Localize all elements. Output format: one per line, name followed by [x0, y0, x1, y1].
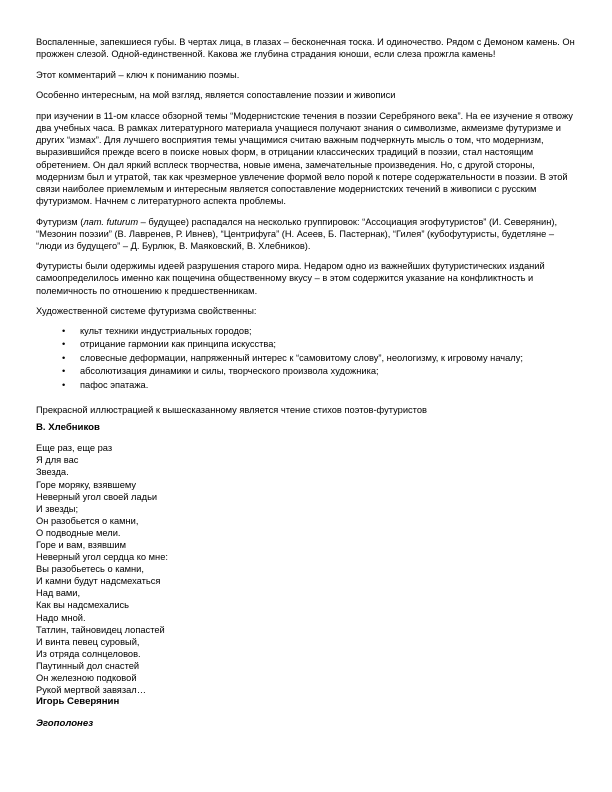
poem-line: Надо мной. — [36, 612, 86, 623]
poem-line: Вы разобьетесь о камни, — [36, 564, 144, 575]
paragraph-commentary-key: Этот комментарий – ключ к пониманию поэмы. — [36, 69, 240, 80]
paragraph-poem-intro: Прекрасной иллюстрацией к вышесказанному является чтение стихов поэтов-футуристов — [36, 405, 427, 416]
poem-line: Рукой мертвой завязал… — [36, 685, 146, 696]
poem-line: Звезда. — [36, 467, 69, 478]
poem-line: Неверный угол сердца ко мне: — [36, 552, 168, 563]
futurism-features-list — [36, 325, 581, 393]
document-page — [36, 36, 581, 730]
paragraph-futurism-groups — [36, 216, 581, 252]
paragraph-comparison-intro: Особенно интересным, на мой взгляд, является сопоставление поэзии и живописи — [36, 90, 396, 101]
poem-line: Неверный угол своей ладьи — [36, 491, 158, 502]
poem-line: Горе моряку, взявшему — [36, 479, 137, 490]
poem-line: Из отряда солнцеловов. — [36, 648, 141, 659]
poem-line: Как вы надсмехались — [36, 600, 130, 611]
list-item: • словесные деформации, напряженный интерес к “самовитому слову”, неологизму, к игровому началу; — [36, 352, 581, 366]
poem-line: Горе и вам, взявшим — [36, 539, 126, 550]
list-item: • отрицание гармонии как принципа искусства; — [36, 338, 581, 352]
paragraph-artistic-system: Художественной системе футуризма свойственны: — [36, 306, 257, 317]
list-item: • культ техники индустриальных городов; — [36, 325, 581, 339]
poem-line: Еще раз, еще раз — [36, 443, 113, 454]
poem-line: Я для вас — [36, 455, 79, 466]
paragraph-futurists-destruction: Футуристы были одержимы идеей разрушения старого мира. Недаром одно из важнейших футуристических изданий самоопределилось именно как пощечина общественному вкусу – в этом содержится указание на конфликтность и полемичность по отношению к предшественникам. — [36, 261, 545, 296]
poem-block — [36, 442, 581, 696]
latin-term: лат. futurum — [83, 216, 139, 227]
poem-line: Он разобьется о камни, — [36, 515, 139, 526]
paragraph-modernism-lesson: при изучении в 11-ом классе обзорной темы “Модернистские течения в поэзии Серебряного века”. На ее изучение я отвожу два учебных часа. В рамках литературного материала учащиеся получают знания о символизме, акмеизме футуризме и других “измах”. Для лучшего восприятия темы учащимися считаю важным подчеркнуть мысль о том, что модернизм, выразившийся прежде всего в поиске новых форм, в отрицании классических традиций в поэзии, стал настоящим обретением. Он дал яркий всплеск творчества, новые имена, замечательные произведения. Но, с другой стороны, модернизм был и утратой, так как чрезмерное увлечение формой вело порой к потере содержательности в поэзии. В этой связи наиболее приемлемым и интересным является сопоставление модернистских течений в живописи с русским футуризмом. Начнем с литературного аспекта проблемы. — [36, 111, 573, 206]
poem-line: Он железною подковой — [36, 673, 137, 684]
poem-line: Татлин, тайновидец лопастей — [36, 624, 165, 635]
list-item: • абсолютизация динамики и силы, творческого произвола художника; — [36, 365, 581, 379]
poem-line: Над вами, — [36, 588, 81, 599]
poem-line: Паутинный дол снастей — [36, 660, 140, 671]
poem-title-egopolonez: Эгополонез — [36, 718, 94, 730]
poem-author-severyanin: Игорь Северянин — [36, 696, 120, 708]
poem-line: И звезды; — [36, 503, 79, 514]
poem-line: И винта певец суровый, — [36, 636, 140, 647]
poem-line: О подводные мели. — [36, 527, 121, 538]
futurism-groups-text-end: – будущее) распадался на несколько группировок: “Ассоциация эгофутуристов” (И. Северянин), “Мезонин поэзии” (В. Лавренев, Р. Ивнев), “Центрифуга” (Н. Асеев, Б. Пастернак), “Гилея” (кубофутуристы, будетляне – “люди из будущего” – Д. Бурлюк, В. Маяковский, В. Хлебников). — [36, 216, 558, 251]
futurism-groups-text-start: Футуризм ( — [36, 216, 84, 227]
list-item: • пафос эпатажа. — [36, 379, 581, 393]
poem-line: И камни будут надсмехаться — [36, 576, 161, 587]
paragraph-demon-description: Воспаленные, запекшиеся губы. В чертах лица, в глазах – бесконечная тоска. И одиночество. Рядом с Демоном камень. Он прожжен слезой. Одной-единственной. Какова же глубина страдания юноши, если слеза прожгла камень! — [36, 37, 575, 60]
poem-author-khlebnikov: В. Хлебников — [36, 422, 100, 434]
